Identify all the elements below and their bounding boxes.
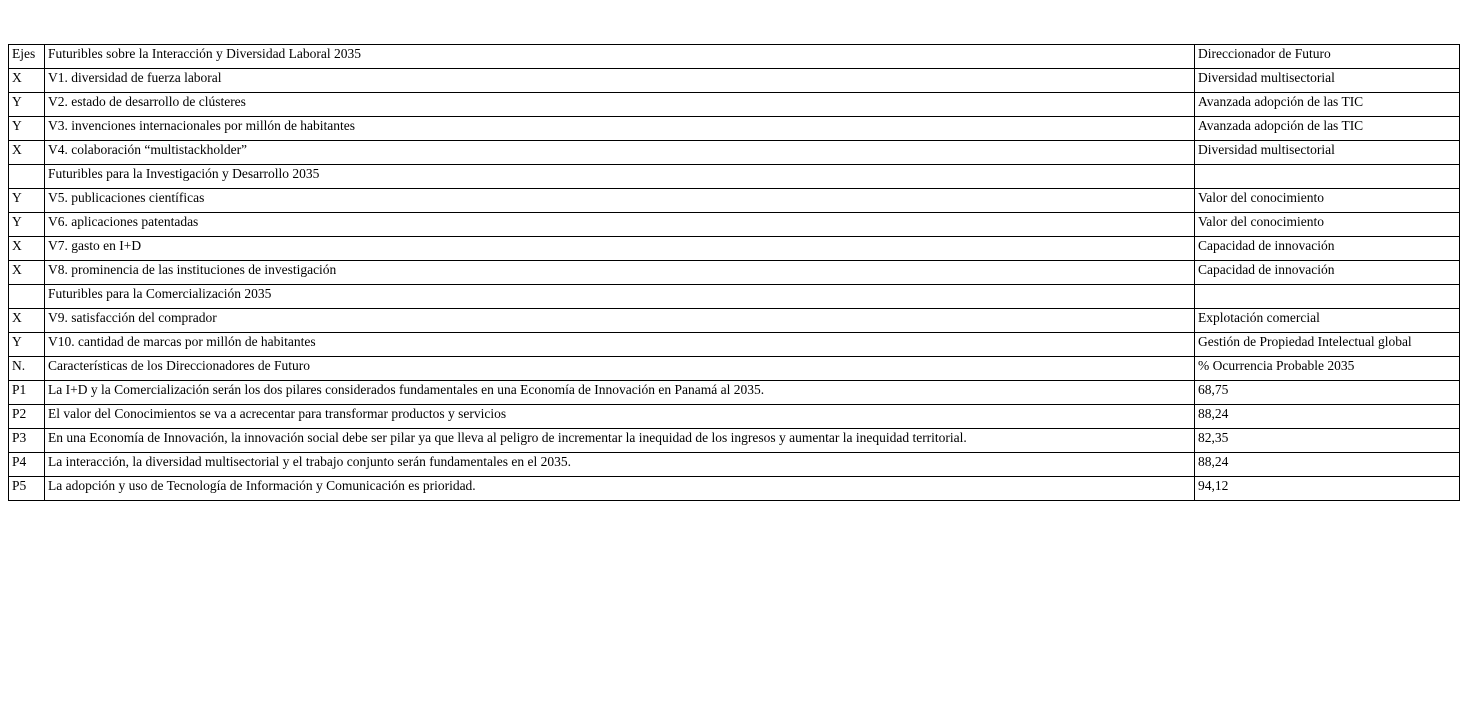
cell-description: Características de los Direccionadores de Futuro — [45, 357, 1195, 381]
cell-description: Futuribles para la Comercialización 2035 — [45, 285, 1195, 309]
table-row — [9, 477, 1460, 501]
cell-description: V8. prominencia de las instituciones de investigación — [45, 261, 1195, 285]
cell-description: La I+D y la Comercialización serán los dos pilares considerados fundamentales en una Economía de Innovación en Panamá al 2035. — [45, 381, 1195, 405]
cell-axis: P3 — [9, 429, 45, 453]
cell-axis: Y — [9, 213, 45, 237]
cell-description: V9. satisfacción del comprador — [45, 309, 1195, 333]
cell-axis: X — [9, 261, 45, 285]
table-row — [9, 213, 1460, 237]
cell-description: La interacción, la diversidad multisectorial y el trabajo conjunto serán fundamentales en el 2035. — [45, 453, 1195, 477]
cell-description: V6. aplicaciones patentadas — [45, 213, 1195, 237]
cell-axis: Ejes — [9, 45, 45, 69]
table-row — [9, 189, 1460, 213]
cell-driver: Capacidad de innovación — [1195, 261, 1460, 285]
cell-axis: Y — [9, 93, 45, 117]
cell-description: Futuribles para la Investigación y Desarrollo 2035 — [45, 165, 1195, 189]
cell-driver: 88,24 — [1195, 453, 1460, 477]
table-row — [9, 261, 1460, 285]
table-row-group-heading — [9, 285, 1460, 309]
table-row-section-heading — [9, 357, 1460, 381]
table-row — [9, 429, 1460, 453]
cell-driver: Explotación comercial — [1195, 309, 1460, 333]
cell-description: En una Economía de Innovación, la innovación social debe ser pilar ya que lleva al peligro de incrementar la inequidad de los ingresos y aumentar la inequidad territorial. — [45, 429, 1195, 453]
cell-driver: Valor del conocimiento — [1195, 213, 1460, 237]
table-row — [9, 117, 1460, 141]
cell-driver: Gestión de Propiedad Intelectual global — [1195, 333, 1460, 357]
cell-axis: X — [9, 69, 45, 93]
cell-axis: N. — [9, 357, 45, 381]
table-row — [9, 69, 1460, 93]
cell-driver: Diversidad multisectorial — [1195, 141, 1460, 165]
cell-description: V4. colaboración “multistackholder” — [45, 141, 1195, 165]
table-row — [9, 381, 1460, 405]
cell-axis: Y — [9, 117, 45, 141]
table-row — [9, 333, 1460, 357]
cell-description: El valor del Conocimientos se va a acrecentar para transformar productos y servicios — [45, 405, 1195, 429]
cell-axis — [9, 165, 45, 189]
table-row — [9, 93, 1460, 117]
cell-description: La adopción y uso de Tecnología de Información y Comunicación es prioridad. — [45, 477, 1195, 501]
cell-driver: 94,12 — [1195, 477, 1460, 501]
cell-axis: X — [9, 237, 45, 261]
cell-axis — [9, 285, 45, 309]
cell-axis: P2 — [9, 405, 45, 429]
cell-driver: 68,75 — [1195, 381, 1460, 405]
cell-axis: Y — [9, 333, 45, 357]
cell-driver — [1195, 165, 1460, 189]
cell-axis: P5 — [9, 477, 45, 501]
cell-description: V10. cantidad de marcas por millón de habitantes — [45, 333, 1195, 357]
cell-driver: 82,35 — [1195, 429, 1460, 453]
cell-driver: % Ocurrencia Probable 2035 — [1195, 357, 1460, 381]
table-row — [9, 405, 1460, 429]
cell-driver — [1195, 285, 1460, 309]
cell-description: Futuribles sobre la Interacción y Diversidad Laboral 2035 — [45, 45, 1195, 69]
cell-axis: Y — [9, 189, 45, 213]
cell-description: V7. gasto en I+D — [45, 237, 1195, 261]
cell-driver: Direccionador de Futuro — [1195, 45, 1460, 69]
cell-description: V2. estado de desarrollo de clústeres — [45, 93, 1195, 117]
cell-axis: P1 — [9, 381, 45, 405]
futuribles-table — [8, 44, 1460, 501]
cell-driver: Avanzada adopción de las TIC — [1195, 93, 1460, 117]
cell-description: V5. publicaciones científicas — [45, 189, 1195, 213]
table-row — [9, 309, 1460, 333]
table-row-group-heading — [9, 165, 1460, 189]
cell-description: V3. invenciones internacionales por millón de habitantes — [45, 117, 1195, 141]
cell-axis: X — [9, 309, 45, 333]
table-row — [9, 141, 1460, 165]
cell-description: V1. diversidad de fuerza laboral — [45, 69, 1195, 93]
table-body — [9, 45, 1460, 501]
cell-driver: Avanzada adopción de las TIC — [1195, 117, 1460, 141]
cell-axis: P4 — [9, 453, 45, 477]
cell-driver: Valor del conocimiento — [1195, 189, 1460, 213]
table-row — [9, 237, 1460, 261]
table-row — [9, 453, 1460, 477]
cell-driver: Diversidad multisectorial — [1195, 69, 1460, 93]
table-row — [9, 45, 1460, 69]
cell-axis: X — [9, 141, 45, 165]
cell-driver: Capacidad de innovación — [1195, 237, 1460, 261]
cell-driver: 88,24 — [1195, 405, 1460, 429]
